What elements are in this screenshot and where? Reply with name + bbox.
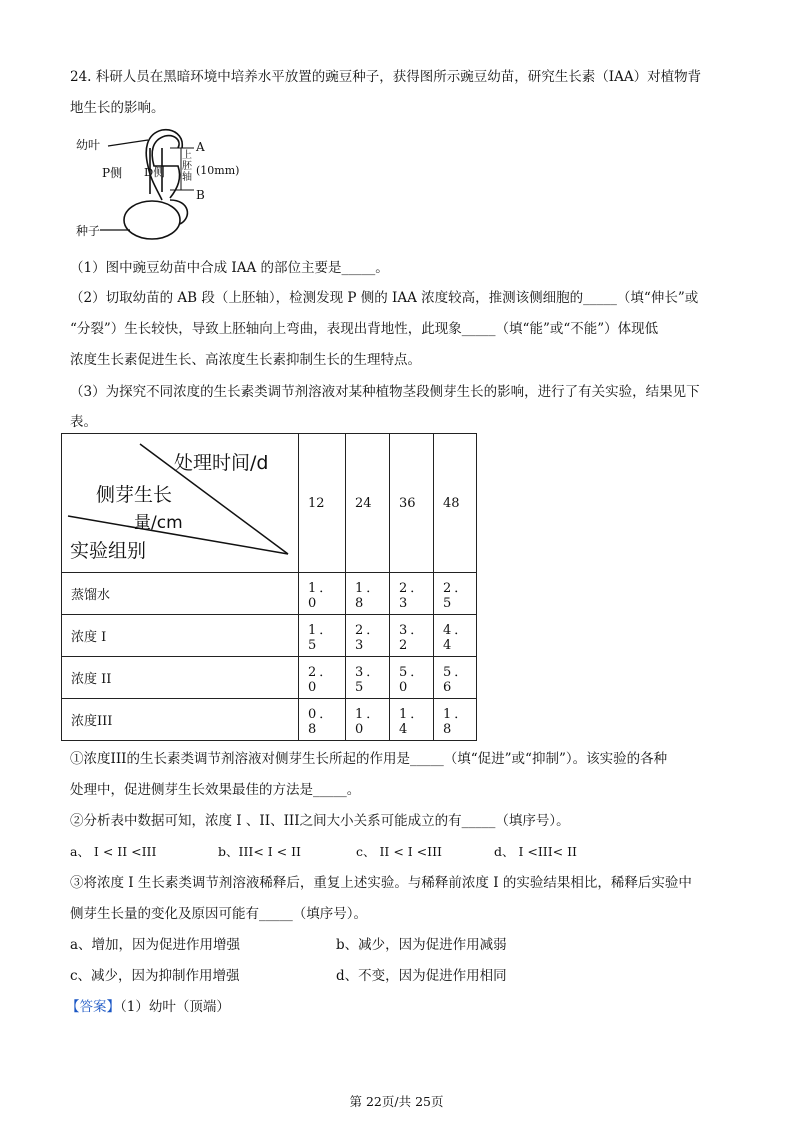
table-row <box>62 615 477 657</box>
row-label: 蒸馏水 <box>62 573 299 615</box>
table-cell: 1．8 <box>434 699 477 741</box>
label-point-a: A <box>196 140 205 154</box>
table-cell: 3．2 <box>390 615 434 657</box>
item-3-options-row-2 <box>70 967 507 985</box>
option-a: a、增加，因为促进作用增强 <box>70 937 241 953</box>
label-hypocotyl: 上胚轴 <box>182 150 192 183</box>
time-header: 12 <box>299 434 346 573</box>
table-cell: 2．3 <box>390 573 434 615</box>
subquestion-2-line-2: “分裂”）生长较快，导致上胚轴向上弯曲，表现出背地性，此现象_____（填“能”或“不能”）体现低 <box>70 321 659 337</box>
answer-line <box>66 998 230 1016</box>
item-3-options-row-1 <box>70 936 507 954</box>
table-cell: 0．8 <box>299 699 346 741</box>
table-cell: 1．4 <box>390 699 434 741</box>
table-row <box>62 573 477 615</box>
label-d-side: D侧 <box>144 165 165 179</box>
header-growth-2: 量/cm <box>134 513 183 533</box>
header-time: 处理时间/d <box>174 452 269 474</box>
table-cell: 3．5 <box>346 657 390 699</box>
time-header: 48 <box>434 434 477 573</box>
option-d: d、 I <III< II <box>494 844 577 859</box>
pea-seedling-figure <box>70 128 270 246</box>
subquestion-1: （1）图中豌豆幼苗中合成 IAA 的部位主要是_____。 <box>70 260 389 276</box>
results-table <box>61 433 477 741</box>
item-2-options <box>70 843 577 861</box>
table-row <box>62 699 477 741</box>
subquestion-2-line-1: （2）切取幼苗的 AB 段（上胚轴），检测发现 P 侧的 IAA 浓度较高，推测该侧细胞的_____（填“伸长”或 <box>70 290 699 306</box>
row-label: 浓度 II <box>62 657 299 699</box>
option-d: d、不变，因为促进作用相同 <box>336 968 507 984</box>
row-label: 浓度 I <box>62 615 299 657</box>
diagonal-header-cell <box>62 434 299 573</box>
question-intro-line-1: 24. 科研人员在黑暗环境中培养水平放置的豌豆种子，获得图所示豌豆幼苗，研究生长素（IAA）对植物背 <box>70 69 702 85</box>
option-a: a、 I < II <III <box>70 844 157 859</box>
table-cell: 2．3 <box>346 615 390 657</box>
page-number: 第 22页/共 25页 <box>349 1094 444 1109</box>
table-cell: 4．4 <box>434 615 477 657</box>
item-1-line-1: ①浓度III的生长素类调节剂溶液对侧芽生长所起的作用是_____（填“促进”或“抑制”）。该实验的各种 <box>70 751 668 767</box>
item-2: ②分析表中数据可知，浓度 Ⅰ 、II、III之间大小关系可能成立的有_____（填序号）。 <box>70 813 570 829</box>
header-group: 实验组别 <box>70 540 147 562</box>
time-header: 24 <box>346 434 390 573</box>
option-b: b、III< I < II <box>218 844 301 859</box>
subquestion-2-line-3: 浓度生长素促进生长、高浓度生长素抑制生长的生理特点。 <box>70 352 421 368</box>
item-1-line-2: 处理中，促进侧芽生长效果最佳的方法是_____。 <box>70 782 361 798</box>
subquestion-3-line-1: （3）为探究不同浓度的生长素类调节剂溶液对某种植物茎段侧芽生长的影响，进行了有关实验，结果见下 <box>70 384 700 400</box>
item-3-line-2: 侧芽生长量的变化及原因可能有_____（填序号）。 <box>70 906 367 922</box>
option-c: c、 II < I <III <box>356 844 442 859</box>
table-cell: 1．8 <box>346 573 390 615</box>
label-young-leaf: 幼叶 <box>76 138 101 152</box>
subquestion-3-line-2: 表。 <box>70 414 97 430</box>
table-cell: 2．5 <box>434 573 477 615</box>
row-label: 浓度III <box>62 699 299 741</box>
label-seed: 种子 <box>76 224 101 238</box>
option-b: b、减少，因为促进作用减弱 <box>336 937 507 953</box>
header-growth-1: 侧芽生长 <box>96 484 173 506</box>
table-cell: 1．5 <box>299 615 346 657</box>
table-cell: 2．0 <box>299 657 346 699</box>
option-c: c、减少，因为抑制作用增强 <box>70 968 240 984</box>
table-row <box>62 657 477 699</box>
time-header: 36 <box>390 434 434 573</box>
table-cell: 1．0 <box>346 699 390 741</box>
table-cell: 5．6 <box>434 657 477 699</box>
label-length: (10mm) <box>196 164 240 177</box>
table-header-row <box>62 434 477 573</box>
table-cell: 5．0 <box>390 657 434 699</box>
answer-text: （1）幼叶（顶端） <box>120 999 230 1015</box>
label-p-side: P侧 <box>102 166 123 180</box>
answer-tag: 【答案】 <box>66 999 120 1015</box>
question-intro-line-2: 地生长的影响。 <box>70 100 165 116</box>
table-cell: 1．0 <box>299 573 346 615</box>
item-3-line-1: ③将浓度 I 生长素类调节剂溶液稀释后，重复上述实验。与稀释前浓度 I 的实验结果相比，稀释后实验中 <box>70 875 692 891</box>
label-point-b: B <box>196 188 205 202</box>
